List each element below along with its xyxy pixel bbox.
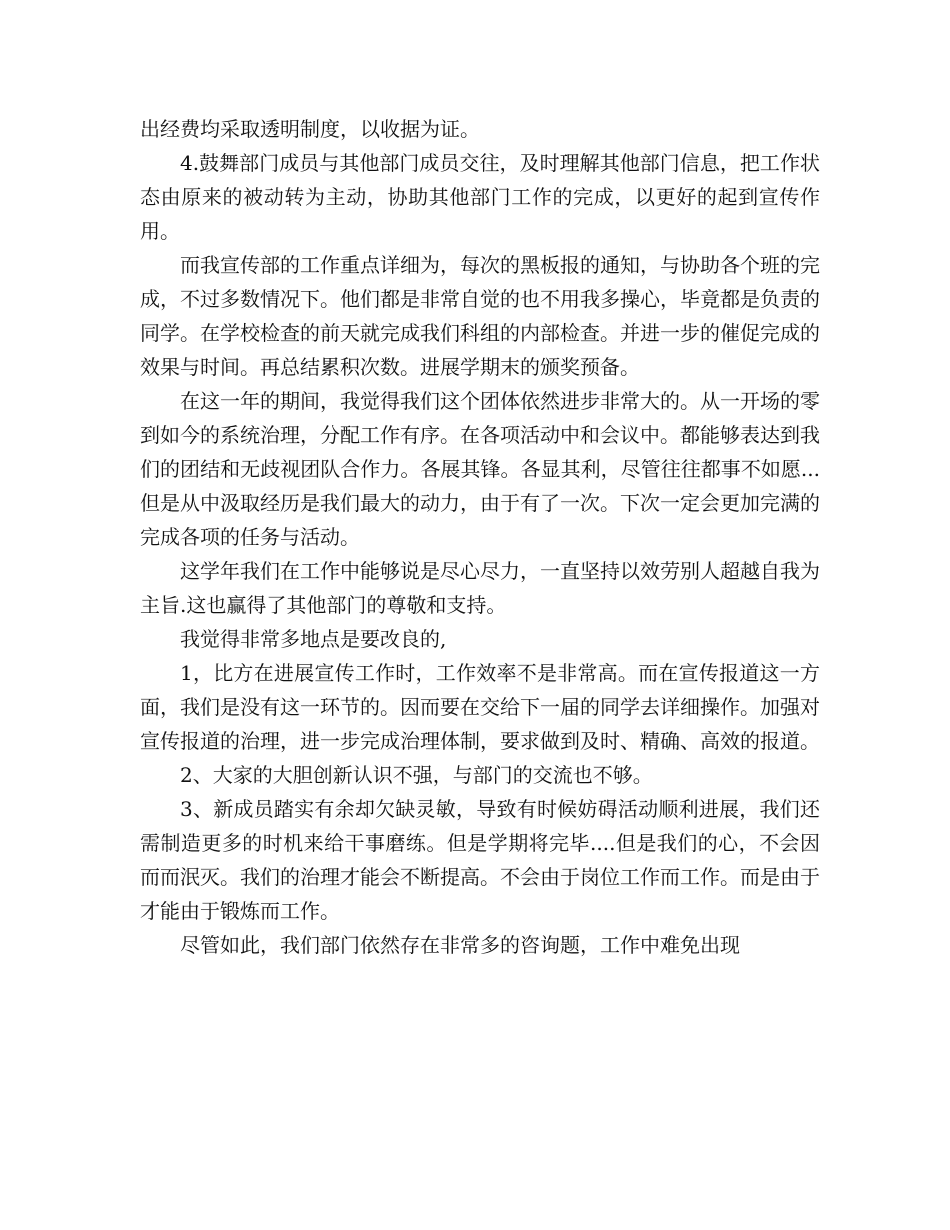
paragraph-improvement-2: 2、大家的大胆创新认识不强，与部门的交流也不够。 <box>180 763 653 787</box>
paragraph-improvement-3: 3、新成员踏实有余却欠缺灵敏，导致有时候妨碍活动顺利进展，我们还需制造更多的时机来给干事磨练。但是学期将完毕....但是我们的心，不会因而而泯灭。我们的治理才能会不断提高。不会由于岗位工作而工作。而是由于才能由于锻炼而工作。 <box>140 797 820 923</box>
paragraph-year-review: 在这一年的期间，我觉得我们这个团体依然进步非常大的。从一开场的零到如今的系统治理，分配工作有序。在各项活动中和会议中。都能够表达到我们的团结和无歧视团队合作力。各展其锋。各显其利，尽管往往都事不如愿...但是从中汲取经历是我们最大的动力，由于有了一次。下次一定会更加完满的完成各项的任务与活动。 <box>140 389 820 549</box>
paragraph-item-4: 4.鼓舞部门成员与其他部门成员交往，及时理解其他部门信息，把工作状态由原来的被动转为主动，协助其他部门工作的完成，以更好的起到宣传作用。 <box>140 151 820 243</box>
paragraph-continuation: 出经费均采取透明制度，以收据为证。 <box>140 117 480 141</box>
document-body <box>140 112 820 962</box>
paragraph-dedication: 这学年我们在工作中能够说是尽心尽力，一直坚持以效劳别人超越自我为主旨.这也赢得了其他部门的尊敬和支持。 <box>140 559 820 617</box>
paragraph-closing: 尽管如此，我们部门依然存在非常多的咨询题，工作中难免出现 <box>180 933 740 957</box>
paragraph-improvements-intro: 我觉得非常多地点是要改良的, <box>180 627 447 651</box>
paragraph-improvement-1: 1，比方在进展宣传工作时，工作效率不是非常高。而在宣传报道这一方面，我们是没有这一环节的。因而要在交给下一届的同学去详细操作。加强对宣传报道的治理，进一步完成治理体制，要求做到及时、精确、高效的报道。 <box>140 661 820 753</box>
paragraph-propaganda-focus: 而我宣传部的工作重点详细为，每次的黑板报的通知，与协助各个班的完成，不过多数情况下。他们都是非常自觉的也不用我多操心，毕竟都是负责的同学。在学校检查的前天就完成我们科组的内部检查。并进一步的催促完成的效果与时间。再总结累积次数。进展学期末的颁奖预备。 <box>140 253 820 379</box>
